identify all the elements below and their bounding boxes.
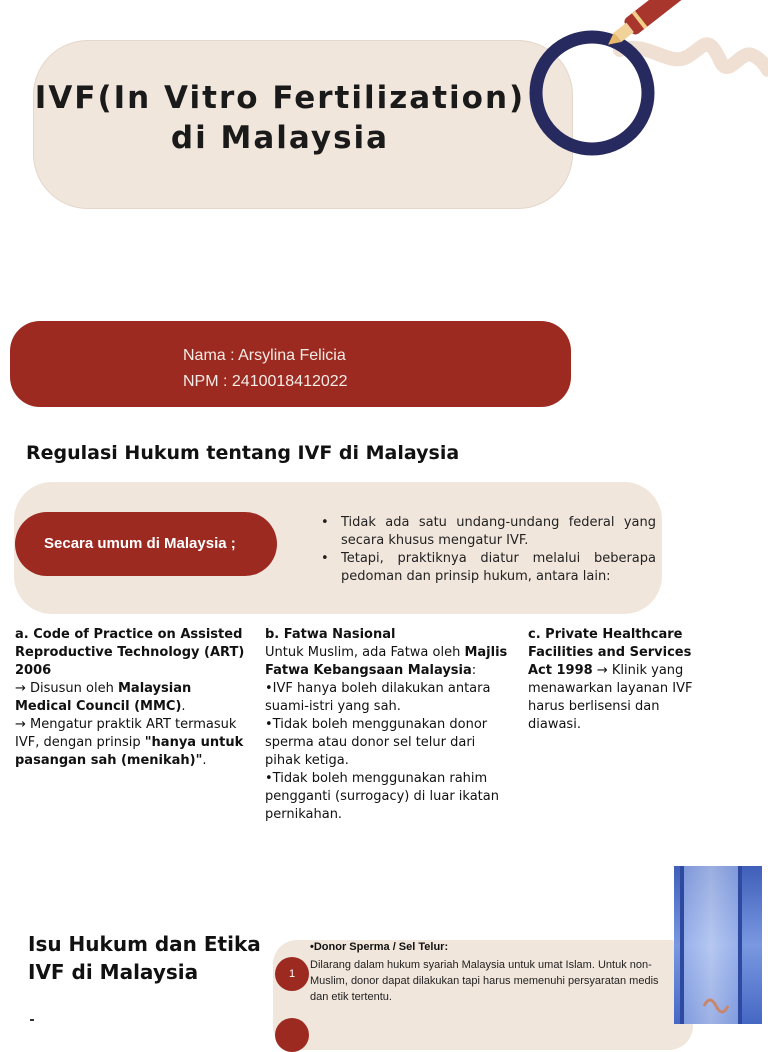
title-line-2: di Malaysia <box>170 120 390 156</box>
column-b-intro: Untuk Muslim, ada Fatwa oleh Majlis Fatwa Kebangsaan Malaysia: <box>265 645 508 678</box>
issues-heading-line-1: Isu Hukum dan Etika <box>28 932 261 956</box>
pen-decoration-icon <box>520 0 768 160</box>
column-a-line-2: → Mengatur praktik ART termasuk IVF, dengan prinsip "hanya untuk pasangan sah (menikah)". <box>15 717 244 768</box>
bullet-marker <box>30 1019 34 1021</box>
column-b-point: •Tidak boleh menggunakan rahim pengganti (surrogacy) di luar ikatan pernikahan. <box>265 771 499 822</box>
stock-photo-image <box>674 866 762 1024</box>
column-c <box>528 626 696 734</box>
issue-title: •Donor Sperma / Sel Telur: <box>310 941 449 953</box>
author-name: Nama : Arsylina Felicia <box>183 347 346 364</box>
column-b-point: •Tidak boleh menggunakan donor sperma atau donor sel telur dari pihak ketiga. <box>265 717 488 768</box>
regulation-bullet: • Tidak ada satu undang-undang federal yang secara khusus mengatur IVF. <box>320 514 656 550</box>
ring-decoration-icon <box>536 37 648 149</box>
column-a-line-1: → Disusun oleh Malaysian Medical Council (MMC). <box>15 681 192 714</box>
general-label-pill: Secara umum di Malaysia ; <box>15 512 277 576</box>
issues-heading <box>28 930 261 986</box>
column-b <box>265 626 515 824</box>
column-b-point: •IVF hanya boleh dilakukan antara suami-istri yang sah. <box>265 681 491 714</box>
regulation-heading: Regulasi Hukum tentang IVF di Malaysia <box>26 442 460 464</box>
author-npm: NPM : 2410018412022 <box>183 373 348 390</box>
regulation-bullets <box>320 514 656 586</box>
regulation-bullet: • Tetapi, praktiknya diatur melalui beberapa pedoman dan prinsip hukum, antara lain: <box>320 550 656 586</box>
issue-number-badge-partial <box>275 1018 309 1052</box>
issue-number-badge: 1 <box>275 957 309 991</box>
column-a-title: a. Code of Practice on Assisted Reproductive Technology (ART) 2006 <box>15 627 245 678</box>
issues-heading-line-2: IVF di Malaysia <box>28 960 199 984</box>
title-line-1: IVF(In Vitro Fertilization) <box>34 80 526 116</box>
page-title <box>0 78 560 158</box>
column-b-title: b. Fatwa Nasional <box>265 627 396 642</box>
column-a <box>15 626 245 770</box>
column-c-text: c. Private Healthcare Facilities and Services Act 1998 → Klinik yang menawarkan layanan IVF harus berlisensi dan diawasi. <box>528 627 693 732</box>
issue-body: Dilarang dalam hukum syariah Malaysia untuk umat Islam. Untuk non-Muslim, donor dapat dilakukan tapi harus memenuhi persyaratan medis dan etik tertentu. <box>310 959 659 1003</box>
